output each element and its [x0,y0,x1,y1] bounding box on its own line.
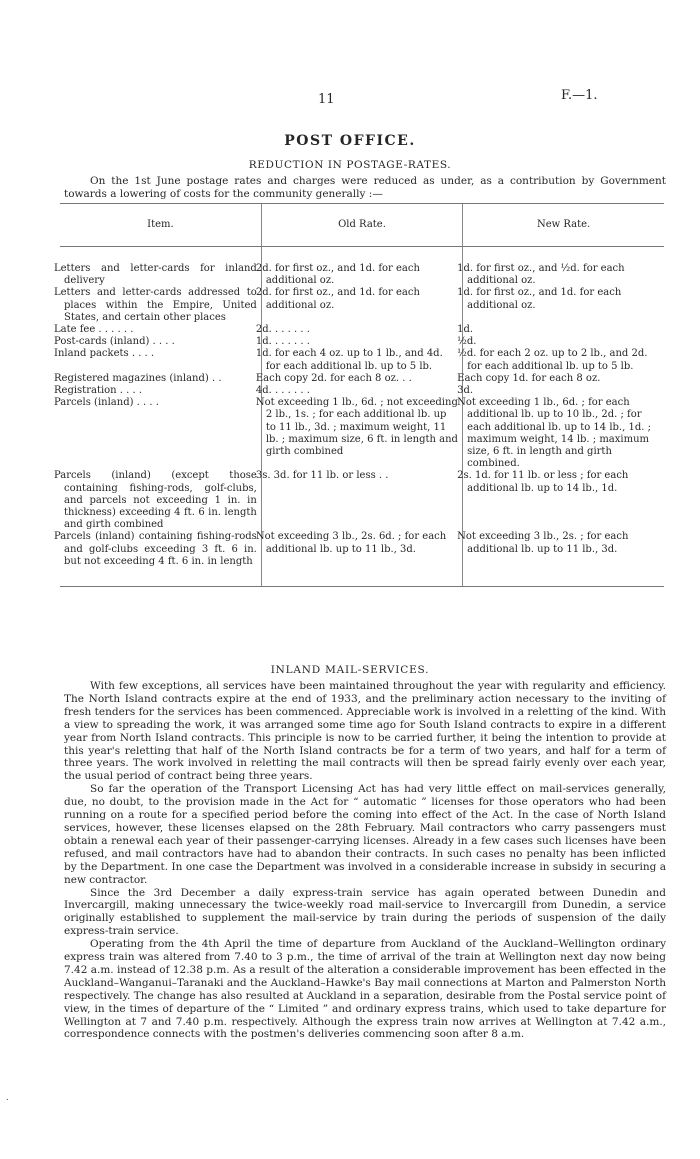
table-row [60,287,664,324]
old-rate-cell: 2d. . . . . . . [261,324,462,336]
old-rate-cell: 4d. . . . . . . [261,385,462,397]
item-cell: Registered magazines (inland) . . [54,372,222,384]
section-subtitle: REDUCTION IN POSTAGE-RATES. [248,159,452,171]
table-row [60,324,664,336]
new-rate-cell: 3d. [463,385,664,397]
section-heading: INLAND MAIL-SERVICES. [270,664,430,676]
column-header-item: Item. [60,204,261,247]
table-row [60,531,664,586]
table-row [60,397,664,470]
old-rate-cell: Each copy 2d. for each 8 oz. . . [261,373,462,385]
item-cell: Post-cards (inland) . . . . [54,336,175,348]
new-rate-cell: 1d. [463,324,664,336]
new-rate-cell: ½d. for each 2 oz. up to 2 lb., and 2d. for each additional lb. up to 5 lb. [463,348,664,372]
paragraph: With few exceptions, all services have been maintained throughout the year with regularity and efficiency. The North Island contracts expire at the end of 1933, and the preliminary action necessary to the inviting of fresh tenders for the services has been commenced. Appreciable work is involved in a reletting of the kind. With a view to spreading the work, it was arranged some time ago for South Island contracts to expire in a different year from North Island contracts. This principle is now to be carried further, it being the intention to provide at this year's reletting that half of the North Island contracts be for a term of two years, and half for a term of three years. The work involved in reletting the mail contracts will then be spread fairly evenly over each year, the usual period of contract being three years. [64,680,666,783]
column-header-new-rate: New Rate. [463,204,664,247]
item-cell: Parcels (inland) (except those containing fishing-rods, golf-clubs, and parcels not exceeding 1 in. in thickness) exceeding 4 ft. 6 in. length and girth combined [54,470,257,531]
table-header-row [60,204,664,247]
page-number: 11 [318,92,335,107]
page-title: POST OFFICE. [284,133,416,149]
new-rate-cell: Not exceeding 3 lb., 2s. ; for each additional lb. up to 11 lb., 3d. [463,531,664,586]
intro-paragraph: On the 1st June postage rates and charges were reduced as under, as a contribution by Government towards a lowering of costs for the community generally :— [64,175,666,200]
margin-mark: . [6,1093,9,1102]
new-rate-cell: Each copy 1d. for each 8 oz. [463,373,664,385]
new-rate-cell: 1d. for first oz., and ½d. for each additional oz. [463,263,664,287]
table-row [60,470,664,531]
old-rate-cell: Not exceeding 1 lb., 6d. ; not exceeding 2 lb., 1s. ; for each additional lb. up to 11 lb., 3d. ; maximum weight, 11 lb. ; maximum size, 6 ft. in length and girth combined [261,397,462,470]
new-rate-cell: 1d. for first oz., and 1d. for each additional oz. [463,287,664,324]
new-rate-cell: Not exceeding 1 lb., 6d. ; for each additional lb. up to 10 lb., 2d. ; for each additional lb. up to 14 lb., 1d. ; maximum weight, 14 lb. ; maximum size, 6 ft. in length and girth combined. [463,397,664,470]
document-reference: F.—1. [561,88,598,103]
table-row [60,263,664,287]
old-rate-cell: Not exceeding 3 lb., 2s. 6d. ; for each additional lb. up to 11 lb., 3d. [261,531,462,586]
old-rate-cell: 2d. for first oz., and 1d. for each additional oz. [261,263,462,287]
column-header-old-rate: Old Rate. [261,204,462,247]
item-cell: Letters and letter-cards for inland delivery [54,263,257,287]
table-row [60,373,664,385]
item-cell: Letters and letter-cards addressed to places within the Empire, United States, and certain other places [54,287,257,323]
table-row [60,348,664,372]
table-row [60,336,664,348]
paragraph: Operating from the 4th April the time of departure from Auckland of the Auckland–Wellington ordinary express train was altered from 7.40 to 3 p.m., the time of arrival of the train at Wellington next day now being 7.42 a.m. instead of 12.38 p.m. As a result of the alteration a considerable improvement has been effected in the Auckland–Wanganui–Taranaki and the Auckland–Hawke's Bay mail connections at Marton and Palmerston North respectively. The change has also resulted at Auckland in a separation, desirable from the Postal service point of view, in the times of departure of the “ Limited ” and ordinary express trains, which used to take departure for Wellington at 7 and 7.40 p.m. respectively. Although the express train now arrives at Wellington at 7.42 a.m., correspondence connects with the postmen's deliveries commencing soon after 8 a.m. [64,938,666,1041]
old-rate-cell: 2d. for first oz., and 1d. for each additional oz. [261,287,462,324]
body-text [64,680,666,1041]
new-rate-cell: 2s. 1d. for 11 lb. or less ; for each additional lb. up to 14 lb., 1d. [463,470,664,531]
item-cell: Parcels (inland) containing fishing-rods and golf-clubs exceeding 3 ft. 6 in. but not exceeding 4 ft. 6 in. in length [60,531,261,586]
item-cell: Inland packets . . . . [54,348,155,360]
item-cell: Registration . . . . [54,385,143,397]
old-rate-cell: 3s. 3d. for 11 lb. or less . . [261,470,462,531]
table-spacer [60,247,664,264]
old-rate-cell: 1d. . . . . . . [261,336,462,348]
paragraph: Since the 3rd December a daily express-train service has again operated between Dunedin and Invercargill, making unnecessary the twice-weekly road mail-service to Invercargill from Dunedin, a service originally established to supplement the mail-service by train during the periods of suspension of the daily express-train service. [64,886,666,938]
old-rate-cell: 1d. for each 4 oz. up to 1 lb., and 4d. for each additional lb. up to 5 lb. [261,348,462,372]
postage-rates-table [54,203,664,587]
item-cell: Parcels (inland) . . . . [54,397,159,409]
item-cell: Late fee . . . . . . [54,324,134,336]
new-rate-cell: ½d. [463,336,664,348]
paragraph: So far the operation of the Transport Licensing Act has had very little effect on mail-services generally, due, no doubt, to the provision made in the Act for “ automatic ” licenses for those operators who had been running on a route for a specified period before the coming into effect of the Act. In the case of North Island services, however, these licenses elapsed on the 28th February. Mail contractors who carry passengers must obtain a renewal each year of their passenger-carrying licenses. Already in a few cases such licenses have been refused, and mail contractors have had to abandon their contracts. In such cases no penalty has been inflicted by the Department. In one case the Department was involved in a considerable increase in subsidy in securing a new contractor. [64,783,666,886]
table-row [60,385,664,397]
